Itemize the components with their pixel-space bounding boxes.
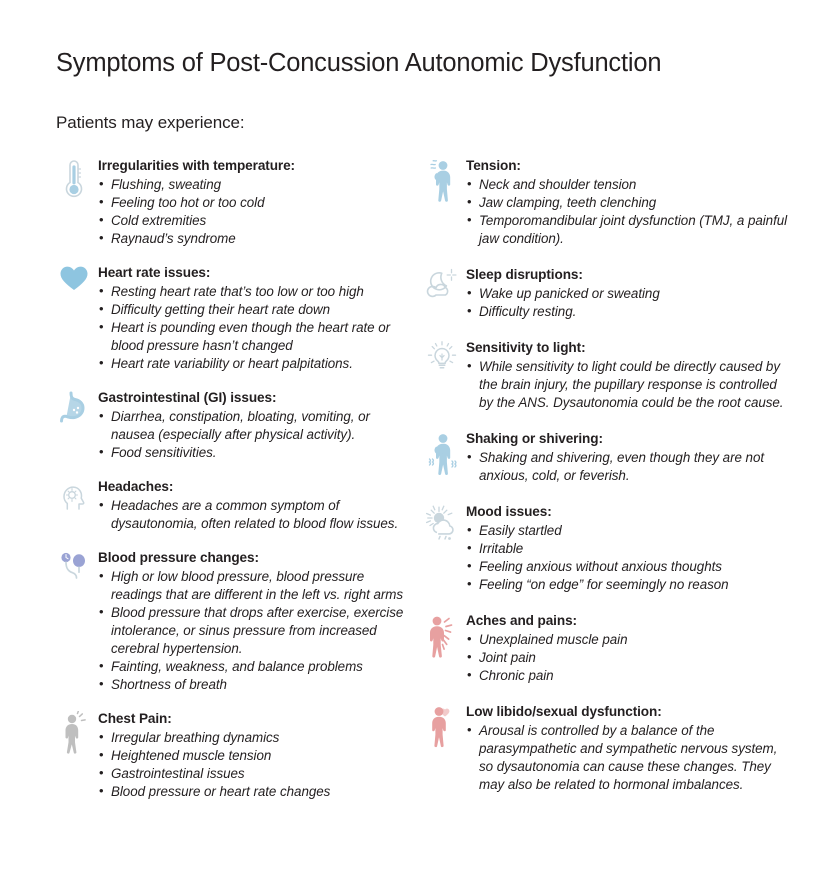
sun-cloud-rain-icon: [420, 503, 464, 550]
lightbulb-icon: [420, 339, 464, 386]
left-column: [52, 157, 412, 817]
low-libido-person-icon: [420, 703, 464, 750]
symptom-bullet: • Headaches are a common symptom of dysautonomia, often related to blood flow issues.: [98, 497, 412, 533]
symptom-bullet: • Blood pressure or heart rate changes: [98, 783, 412, 801]
symptom-section: [52, 710, 412, 801]
symptom-bullet: • Easily startled: [466, 522, 788, 540]
symptom-heading: Shaking or shivering:: [466, 430, 603, 446]
symptom-body: [464, 157, 788, 248]
symptom-bullet-list: [466, 522, 788, 594]
symptom-bullet-list: [98, 283, 412, 373]
symptom-body: [464, 430, 788, 485]
symptom-heading: Blood pressure changes:: [98, 549, 259, 565]
symptom-bullet: • Raynaud’s syndrome: [98, 230, 412, 248]
symptom-bullet: • Irregular breathing dynamics: [98, 729, 412, 747]
symptom-bullet: • Feeling anxious without anxious thoughts: [466, 558, 788, 576]
symptom-body: [96, 710, 412, 801]
head-pain-icon: [52, 478, 96, 525]
symptom-bullet: • Unexplained muscle pain: [466, 631, 788, 649]
symptom-bullet: • Jaw clamping, teeth clenching: [466, 194, 788, 212]
symptom-heading: Sleep disruptions:: [466, 266, 583, 282]
symptom-bullet-list: [98, 568, 412, 694]
symptom-body: [464, 266, 788, 321]
symptom-section: [52, 389, 412, 462]
symptom-bullet: • Blood pressure that drops after exercise, exercise intolerance, or sinus pressure from increased cerebral hypertension.: [98, 604, 412, 658]
symptom-section: [420, 157, 788, 248]
symptom-section: [52, 549, 412, 694]
symptom-bullet: • Resting heart rate that’s too low or too high: [98, 283, 412, 301]
symptom-bullet: • Joint pain: [466, 649, 788, 667]
symptom-heading: Mood issues:: [466, 503, 552, 519]
page-subtitle: Patients may experience:: [56, 112, 245, 132]
symptom-bullet: • Wake up panicked or sweating: [466, 285, 788, 303]
symptom-section: [52, 478, 412, 533]
symptom-bullet-list: [466, 176, 788, 248]
symptom-heading: Gastrointestinal (GI) issues:: [98, 389, 277, 405]
symptom-bullet: • Gastrointestinal issues: [98, 765, 412, 783]
symptom-heading: Tension:: [466, 157, 521, 173]
symptom-body: [464, 503, 788, 594]
symptom-body: [96, 264, 412, 373]
symptom-section: [420, 430, 788, 485]
body-aches-icon: [420, 612, 464, 659]
symptom-section: [420, 266, 788, 321]
right-column: [420, 157, 788, 812]
heart-icon: [52, 264, 96, 311]
symptom-bullet: • Flushing, sweating: [98, 176, 412, 194]
symptom-bullet: • Heightened muscle tension: [98, 747, 412, 765]
blood-pressure-cuff-icon: [52, 549, 96, 596]
symptom-heading: Chest Pain:: [98, 710, 172, 726]
symptom-bullet: • Difficulty resting.: [466, 303, 788, 321]
symptom-bullet: • Fainting, weakness, and balance problems: [98, 658, 412, 676]
symptom-bullet: • Arousal is controlled by a balance of the parasympathetic and sympathetic nervous system, so dysautonomia can cause these changes. They may also be related to hormonal imbalances.: [466, 722, 788, 794]
symptom-bullet-list: [466, 358, 788, 412]
symptom-section: [52, 157, 412, 248]
symptom-bullet: • Irritable: [466, 540, 788, 558]
symptom-heading: Headaches:: [98, 478, 174, 494]
stomach-icon: [52, 389, 96, 436]
symptom-bullet-list: [98, 497, 412, 533]
tension-person-icon: [420, 157, 464, 204]
symptom-bullet: • Heart rate variability or heart palpitations.: [98, 355, 412, 373]
symptom-body: [464, 612, 788, 685]
symptom-heading: Irregularities with temperature:: [98, 157, 295, 173]
symptom-bullet-list: [98, 729, 412, 801]
symptom-body: [96, 549, 412, 694]
symptom-bullet: • Difficulty getting their heart rate down: [98, 301, 412, 319]
symptom-heading: Sensitivity to light:: [466, 339, 586, 355]
symptom-bullet-list: [466, 722, 788, 794]
symptom-heading: Low libido/sexual dysfunction:: [466, 703, 662, 719]
symptom-body: [464, 339, 788, 412]
symptom-section: [420, 503, 788, 594]
symptom-bullet-list: [98, 176, 412, 248]
symptom-bullet-list: [466, 631, 788, 685]
symptom-bullet: • Shaking and shivering, even though they are not anxious, cold, or feverish.: [466, 449, 788, 485]
chest-pain-person-icon: [52, 710, 96, 757]
symptom-bullet: • Food sensitivities.: [98, 444, 412, 462]
symptom-bullet: • Heart is pounding even though the heart rate or blood pressure hasn’t changed: [98, 319, 412, 355]
page-title: Symptoms of Post-Concussion Autonomic Dysfunction: [56, 49, 662, 77]
symptom-body: [96, 157, 412, 248]
symptom-bullet: • Shortness of breath: [98, 676, 412, 694]
symptom-bullet: • Feeling too hot or too cold: [98, 194, 412, 212]
symptom-bullet: • Cold extremities: [98, 212, 412, 230]
symptom-bullet: • High or low blood pressure, blood pressure readings that are different in the left vs. right arms: [98, 568, 412, 604]
symptom-bullet-list: [98, 408, 412, 462]
symptom-bullet: • Temporomandibular joint dysfunction (TMJ, a painful jaw condition).: [466, 212, 788, 248]
thermometer-icon: [52, 157, 96, 204]
symptom-bullet: • While sensitivity to light could be directly caused by the brain injury, the pupillary response is controlled by the ANS. Dysautonomia could be the root cause.: [466, 358, 788, 412]
symptom-body: [464, 703, 788, 794]
symptom-section: [52, 264, 412, 373]
symptom-bullet: • Feeling “on edge” for seemingly no reason: [466, 576, 788, 594]
symptom-bullet: • Diarrhea, constipation, bloating, vomiting, or nausea (especially after physical activity).: [98, 408, 412, 444]
symptom-heading: Aches and pains:: [466, 612, 577, 628]
symptom-bullet-list: [466, 285, 788, 321]
symptom-bullet: • Chronic pain: [466, 667, 788, 685]
symptom-columns: [52, 157, 788, 817]
symptom-section: [420, 612, 788, 685]
symptom-heading: Heart rate issues:: [98, 264, 211, 280]
shivering-person-icon: [420, 430, 464, 477]
moon-sleep-icon: [420, 266, 464, 313]
symptom-bullet: • Neck and shoulder tension: [466, 176, 788, 194]
symptom-body: [96, 389, 412, 462]
symptom-section: [420, 339, 788, 412]
symptom-body: [96, 478, 412, 533]
symptom-bullet-list: [466, 449, 788, 485]
symptom-section: [420, 703, 788, 794]
